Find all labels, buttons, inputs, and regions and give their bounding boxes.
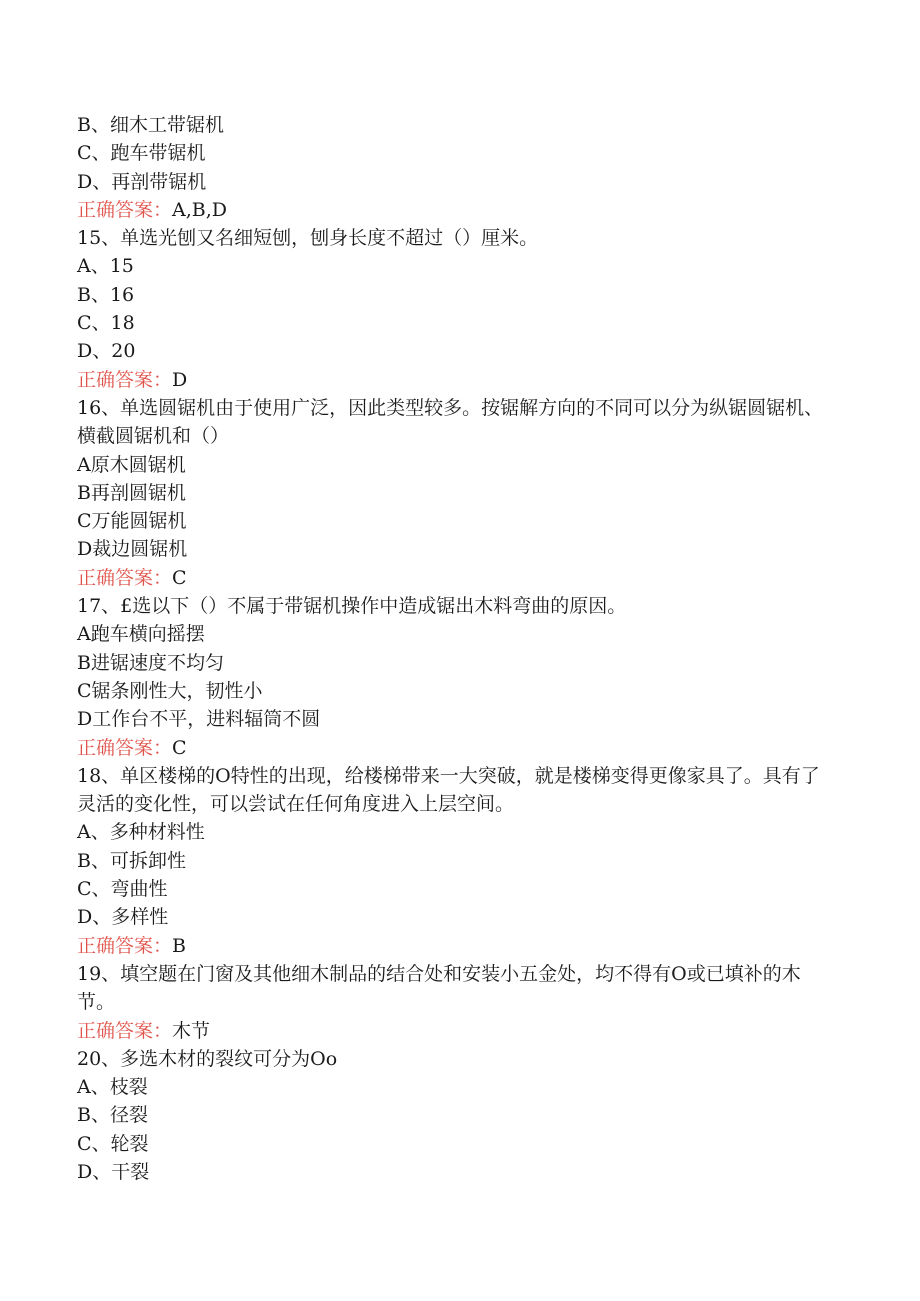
option-a: A原木圆锯机 — [77, 453, 186, 476]
answer-line — [77, 734, 837, 762]
question-18-block — [77, 762, 837, 960]
answer-label: 正确答案： — [77, 934, 173, 957]
option-b: B、16 — [77, 283, 135, 306]
option-b: B、细木工带锯机 — [77, 114, 224, 136]
answer-label: 正确答案： — [77, 1019, 173, 1042]
question-17-block — [77, 592, 837, 762]
answer-line — [77, 564, 837, 592]
option-d: D、再剖带锯机 — [77, 170, 207, 193]
answer-label: 正确答案： — [77, 566, 173, 589]
option-c: C锯条刚性大，韧性小 — [77, 679, 263, 702]
question-20-block — [77, 1045, 837, 1186]
option-d: D、干裂 — [77, 1160, 150, 1183]
question-list — [77, 111, 837, 1186]
option-a: A、15 — [77, 255, 134, 278]
question-text: 16、单选圆锯机由于使用广泛，因此类型较多。按锯解方向的不同可以分为纵锯圆锯机、横截圆锯机和（） — [77, 396, 824, 448]
option-c: C、轮裂 — [77, 1132, 149, 1155]
answer-value: A,B,D — [172, 198, 228, 221]
question-text: 19、填空题在门窗及其他细木制品的结合处和安装小五金处，均不得有O或已填补的木节。 — [77, 962, 801, 1014]
answer-line — [77, 932, 837, 960]
question-text: 20、多选木材的裂纹可分为Oo — [77, 1047, 338, 1070]
question-19-block — [77, 960, 837, 1045]
question-15-block — [77, 224, 837, 394]
option-c: C万能圆锯机 — [77, 510, 187, 533]
option-b: B进锯速度不均匀 — [77, 651, 224, 674]
option-d: D工作台不平，进料辐筒不圆 — [77, 708, 321, 731]
question-text: 17、£选以下（）不属于带锯机操作中造成锯出木料弯曲的原因。 — [77, 595, 627, 618]
answer-line — [77, 196, 837, 224]
option-a: A、枝裂 — [77, 1076, 148, 1099]
answer-value: D — [172, 368, 188, 391]
option-a: A跑车横向摇摆 — [77, 623, 205, 646]
answer-value: 木节 — [172, 1019, 211, 1042]
question-16-block — [77, 394, 837, 592]
answer-line — [77, 1017, 837, 1045]
option-d: D、20 — [77, 340, 136, 363]
option-c: C、跑车带锯机 — [77, 142, 206, 165]
question-14-block — [77, 111, 837, 224]
option-a: A、多种材料性 — [77, 821, 205, 844]
question-text: 18、单区楼梯的O特性的出现，给楼梯带来一大突破，就是楼梯变得更像家具了。具有了灵活的变化性，可以尝试在任何角度进入上层空间。 — [77, 764, 820, 816]
option-d: D、多样性 — [77, 906, 169, 929]
option-b: B再剖圆锯机 — [77, 481, 186, 504]
option-b: B、可拆卸性 — [77, 849, 186, 872]
answer-value: B — [172, 934, 186, 957]
option-c: C、18 — [77, 312, 135, 335]
answer-value: C — [172, 566, 187, 589]
option-c: C、弯曲性 — [77, 878, 168, 901]
answer-value: C — [172, 736, 187, 759]
option-b: B、径裂 — [77, 1104, 148, 1127]
answer-line — [77, 366, 837, 394]
answer-label: 正确答案： — [77, 368, 173, 391]
option-d: D裁边圆锯机 — [77, 538, 188, 561]
answer-label: 正确答案： — [77, 198, 173, 221]
answer-label: 正确答案： — [77, 736, 173, 759]
question-text: 15、单选光刨又名细短刨，刨身长度不超过（）厘米。 — [77, 227, 539, 250]
